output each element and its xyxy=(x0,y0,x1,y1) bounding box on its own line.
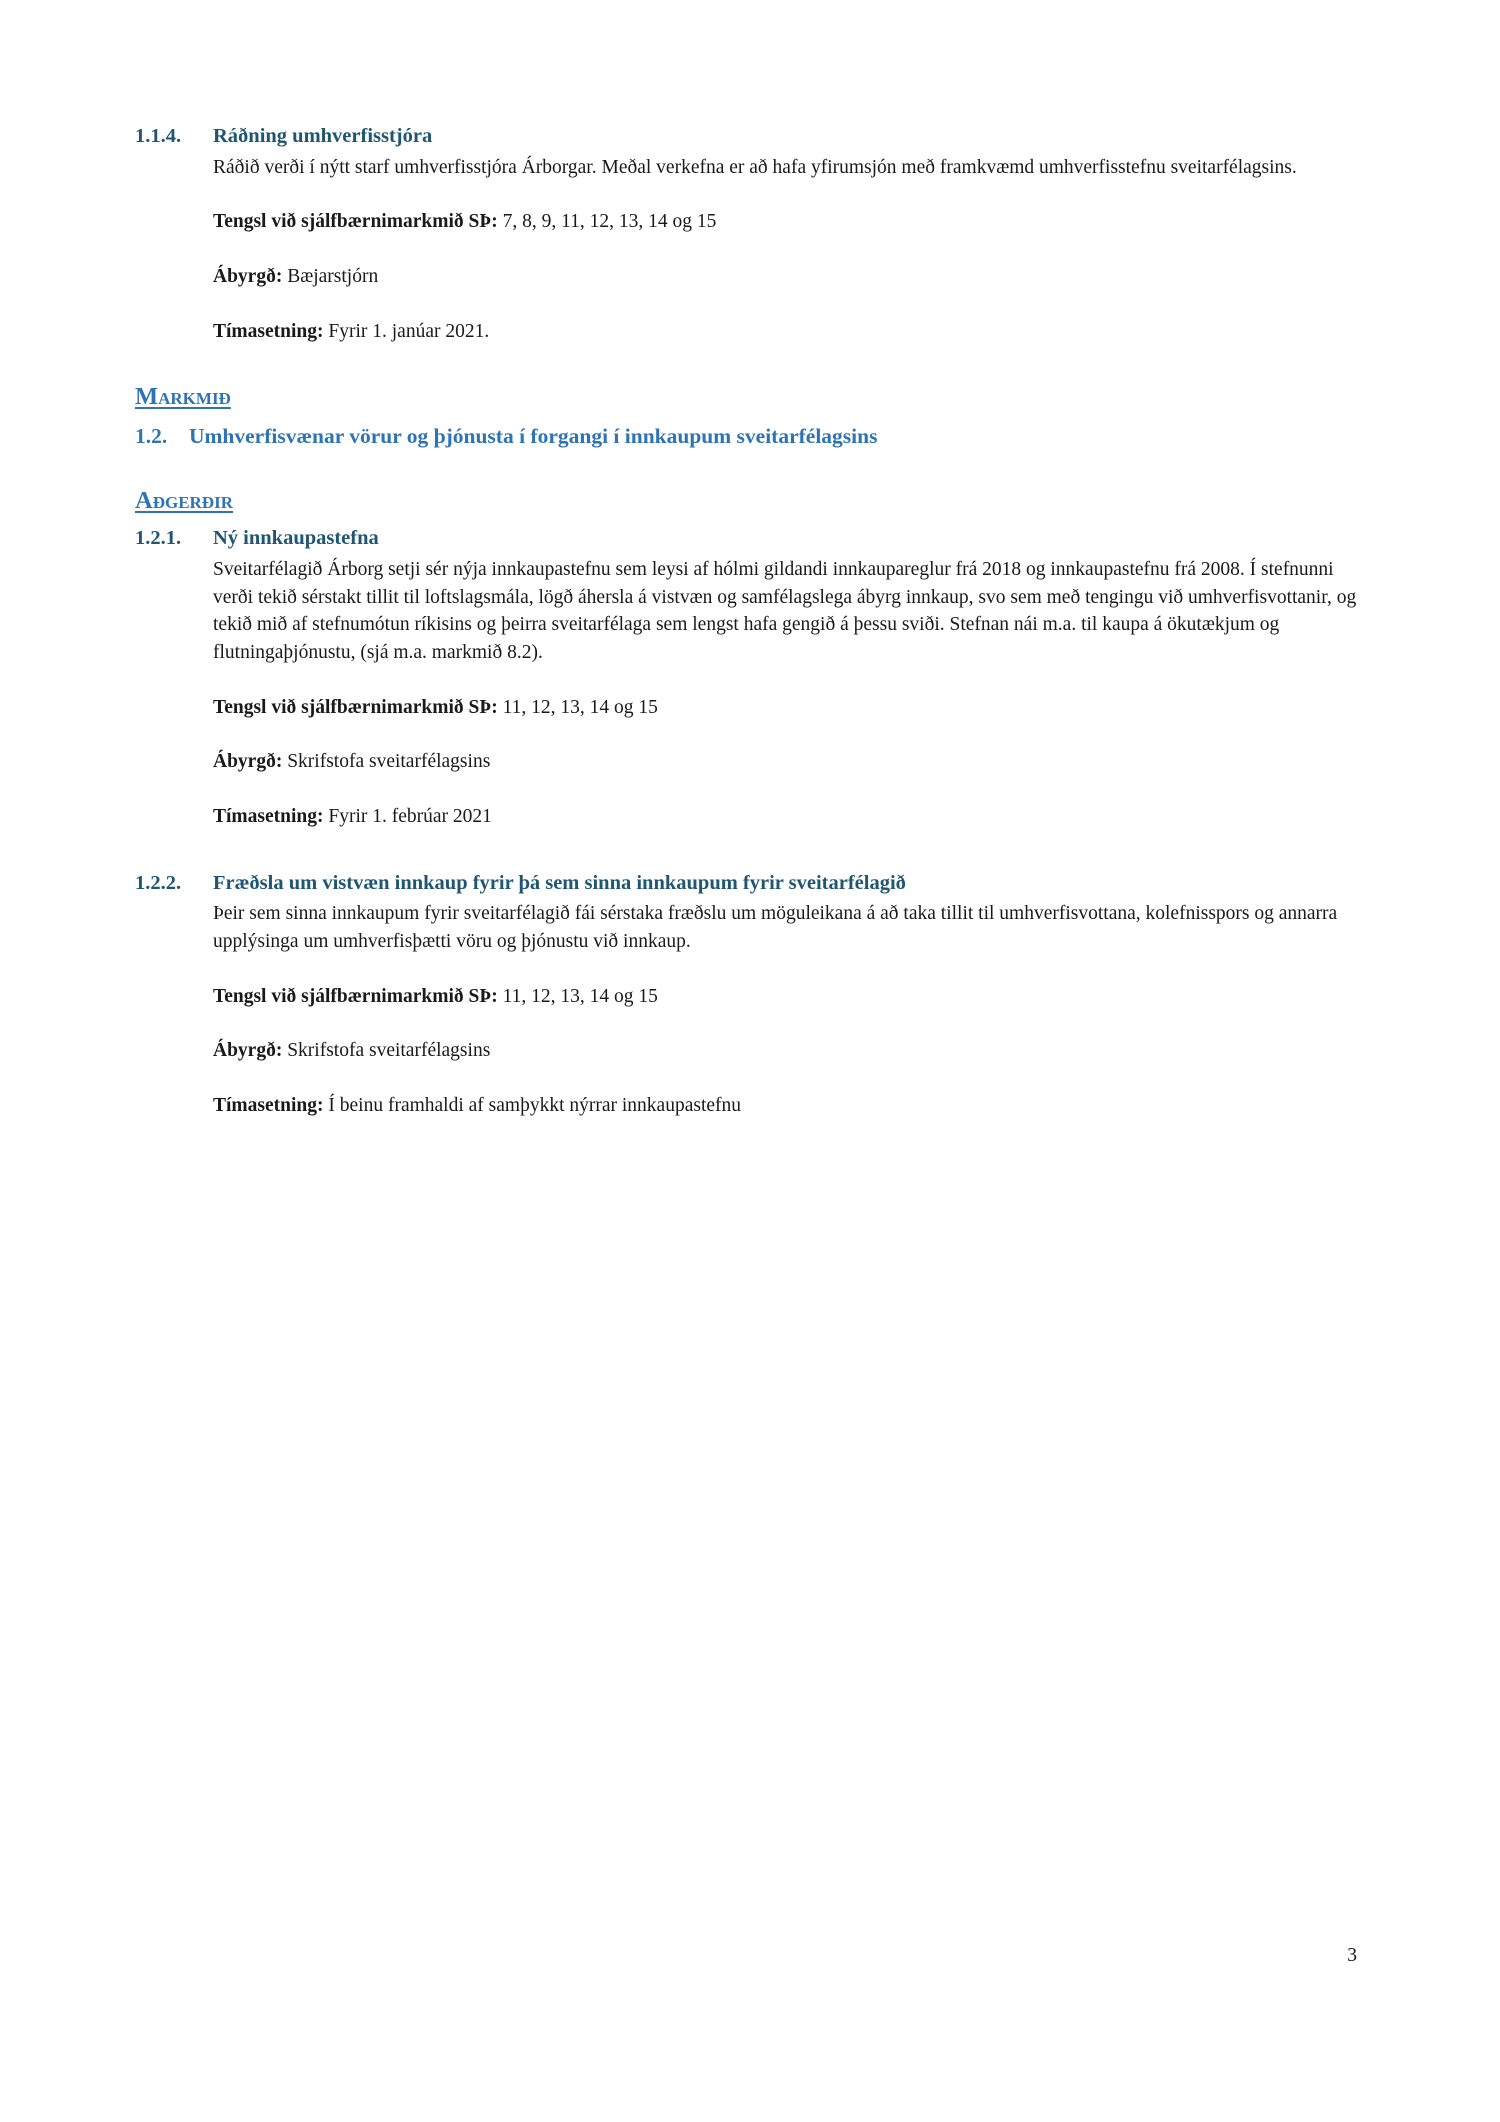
goal-title: Umhverfisvænar vörur og þjónusta í forgangi í innkaupum sveitarfélagsins xyxy=(189,424,878,449)
timasetning-label: Tímasetning: xyxy=(213,320,324,342)
abyrgd-label: Ábyrgð: xyxy=(213,751,283,773)
abyrgd-value: Skrifstofa sveitarfélagsins xyxy=(287,1040,491,1062)
adgerdir-heading: Aðgerðir xyxy=(135,487,233,515)
section-body: Þeir sem sinna innkaupum fyrir sveitarfélagið fái sérstaka fræðslu um möguleikana á að taka tillit til umhverfisvottana, kolefnisspors og annarra upplýsinga um umhverfisþætti vöru og þjónustu við innkaup. xyxy=(213,903,1338,953)
section-body-wrap xyxy=(213,900,1360,1119)
section-title: Ný innkaupastefna xyxy=(213,527,379,550)
section-1-2-2 xyxy=(135,869,1360,1120)
section-title: Fræðsla um vistvæn innkaup fyrir þá sem sinna innkaupum fyrir sveitarfélagið xyxy=(213,871,906,894)
section-heading xyxy=(135,524,1360,553)
abyrgd-line xyxy=(213,263,1360,291)
timasetning-line xyxy=(213,803,1360,831)
tengsl-value: 7, 8, 9, 11, 12, 13, 14 og 15 xyxy=(502,211,717,233)
abyrgd-label: Ábyrgð: xyxy=(213,1040,283,1062)
tengsl-line xyxy=(213,694,1360,722)
timasetning-value: Í beinu framhaldi af samþykkt nýrrar innkaupastefnu xyxy=(328,1095,742,1117)
timasetning-value: Fyrir 1. febrúar 2021 xyxy=(328,805,492,827)
abyrgd-value: Bæjarstjórn xyxy=(287,266,379,288)
tengsl-line xyxy=(213,983,1360,1011)
tengsl-label: Tengsl við sjálfbærnimarkmið SÞ: xyxy=(213,211,498,233)
timasetning-value: Fyrir 1. janúar 2021. xyxy=(328,320,490,342)
goal-number: 1.2. xyxy=(135,424,168,449)
section-body-wrap xyxy=(213,556,1360,831)
abyrgd-value: Skrifstofa sveitarfélagsins xyxy=(287,751,491,773)
tengsl-value: 11, 12, 13, 14 og 15 xyxy=(502,696,658,718)
abyrgd-label: Ábyrgð: xyxy=(213,266,283,288)
timasetning-label: Tímasetning: xyxy=(213,1095,324,1117)
timasetning-line xyxy=(213,318,1360,346)
page-number: 3 xyxy=(1347,1945,1357,1966)
goal-heading xyxy=(135,422,1360,451)
section-heading xyxy=(135,122,1360,151)
section-heading xyxy=(135,869,1360,898)
section-body: Ráðið verði í nýtt starf umhverfisstjóra Árborgar. Meðal verkefna er að hafa yfirumsjón með framkvæmd umhverfisstefnu sveitarfélagsins. xyxy=(213,156,1297,178)
section-number: 1.1.4. xyxy=(135,125,182,147)
section-number: 1.2.2. xyxy=(135,871,182,894)
timasetning-line xyxy=(213,1092,1360,1120)
tengsl-line xyxy=(213,208,1360,236)
tengsl-label: Tengsl við sjálfbærnimarkmið SÞ: xyxy=(213,985,498,1007)
section-title: Ráðning umhverfisstjóra xyxy=(213,125,433,147)
timasetning-label: Tímasetning: xyxy=(213,805,324,827)
abyrgd-line xyxy=(213,1037,1360,1065)
tengsl-value: 11, 12, 13, 14 og 15 xyxy=(502,985,658,1007)
markmid-heading: Markmið xyxy=(135,383,231,411)
section-number: 1.2.1. xyxy=(135,527,182,550)
tengsl-label: Tengsl við sjálfbærnimarkmið SÞ: xyxy=(213,696,498,718)
abyrgd-line xyxy=(213,748,1360,776)
section-1-1-4 xyxy=(135,122,1360,345)
section-body-wrap xyxy=(213,154,1360,346)
section-1-2-1 xyxy=(135,524,1360,831)
section-body: Sveitarfélagið Árborg setji sér nýja innkaupastefnu sem leysi af hólmi gildandi innkaupareglur frá 2018 og innkaupastefnu frá 2008. Í stefnunni verði tekið sérstakt tillit til loftslagsmála, lögð áhersla á vistvæn og samfélagslega ábyrg innkaup, svo sem með tengingu við umhverfisvottanir, og tekið mið af stefnumótun ríkisins og þeirra sveitarfélaga sem lengst hafa gengið á þessu sviði. Stefnan nái m.a. til kaupa á ökutækjum og flutningaþjónustu, (sjá m.a. markmið 8.2). xyxy=(213,558,1357,663)
